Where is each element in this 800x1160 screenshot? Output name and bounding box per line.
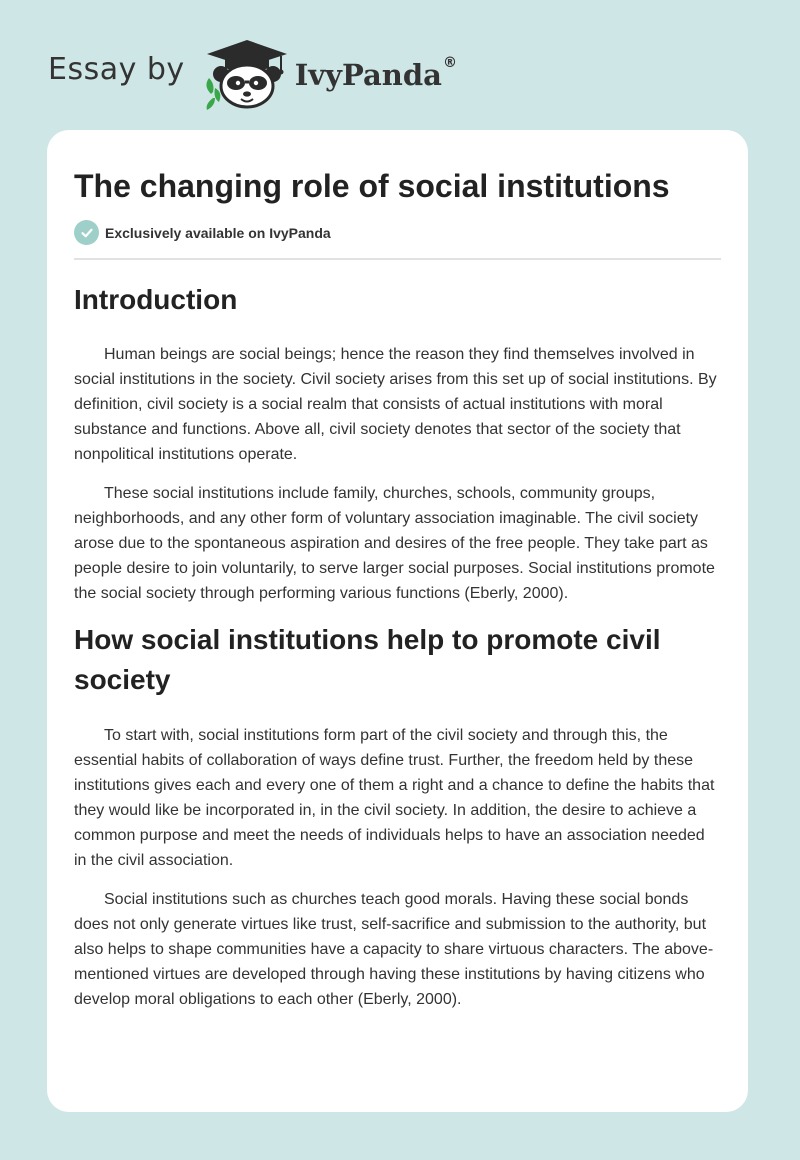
section-heading: Introduction [74,284,238,315]
registered-mark: ® [442,55,457,71]
section-promote-civil-society [74,620,721,1012]
brand-name: IvyPanda [294,58,442,92]
essay-title: The changing role of social institutions [74,168,670,204]
exclusive-label: Exclusively available on IvyPanda [105,224,331,241]
brand-prefix: Essay by [48,51,185,87]
panda-graduate-icon [201,34,293,110]
brand-header [48,34,457,110]
title-divider [74,258,721,260]
paragraph: To start with, social institutions form part of the civil society and through this, the essential habits of collaboration of ways define trust. Further, the freedom held by these institutions gives each and every one of them a right and a chance to define the habits that they would like be incorporated in, in the civil society. In addition, the desire to achieve a common purpose and meet the needs of individuals helps to have an association needed in the civil association. [74,727,715,869]
section-heading: How social institutions help to promote civil society [74,624,661,695]
check-circle-icon [74,220,99,245]
paragraph: Human beings are social beings; hence the reason they find themselves involved in social institutions in the society. Civil society arises from this set up of social institutions. By definition, civil society is a social realm that consists of actual institutions with moral substance and functions. Above all, civil society denotes that sector of the society that nonpolitical institutions operate. [74,346,717,463]
essay-card [47,130,748,1112]
paragraph: Social institutions such as churches teach good morals. Having these social bonds does not only generate virtues like trust, self-sacrifice and submission to the authority, but also helps to shape communities have a capacity to share virtuous characters. The above-mentioned virtues are developed through having these institutions by having citizens who develop moral obligations to each other (Eberly, 2000). [74,891,714,1008]
exclusive-badge [74,220,721,245]
section-introduction [74,280,721,606]
paragraph: These social institutions include family, churches, schools, community groups, neighborhoods, and any other form of voluntary association imaginable. The civil society arose due to the spontaneous aspiration and desires of the free people. They take part as people desire to join voluntarily, to serve larger social purposes. Social institutions promote the social society through performing various functions (Eberly, 2000). [74,485,715,602]
